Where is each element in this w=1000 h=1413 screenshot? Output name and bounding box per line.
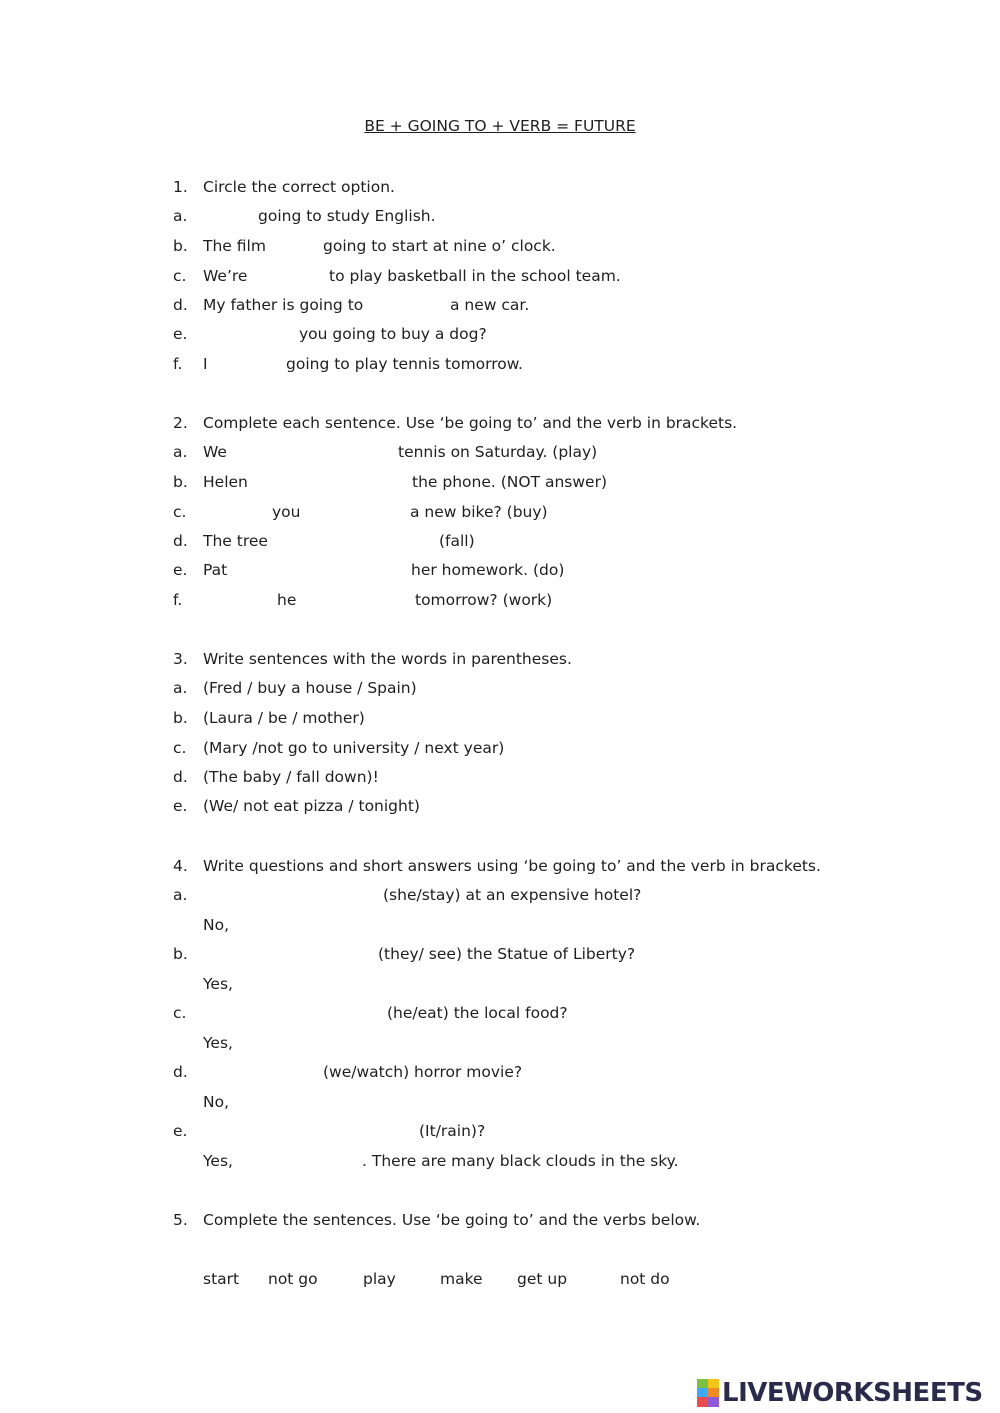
item-label: a. bbox=[173, 679, 188, 697]
section-instruction: Write sentences with the words in parentheses. bbox=[203, 650, 572, 668]
answer-text: . There are many black clouds in the sky. bbox=[362, 1152, 679, 1170]
item-label: d. bbox=[173, 296, 188, 314]
item-text: to play basketball in the school team. bbox=[329, 267, 621, 285]
item-text: her homework. (do) bbox=[411, 561, 565, 579]
item-text: (she/stay) at an expensive hotel? bbox=[383, 886, 642, 904]
item-label: c. bbox=[173, 1004, 187, 1022]
section-instruction: Circle the correct option. bbox=[203, 178, 395, 196]
section-number: 1. bbox=[173, 178, 188, 196]
item-text: We bbox=[203, 443, 227, 461]
item-label: a. bbox=[173, 207, 188, 225]
item-text: (Mary /not go to university / next year) bbox=[203, 739, 505, 757]
item-label: f. bbox=[173, 355, 183, 373]
item-text: (Laura / be / mother) bbox=[203, 709, 365, 727]
item-label: e. bbox=[173, 797, 188, 815]
item-label: b. bbox=[173, 945, 188, 963]
answer-text: Yes, bbox=[203, 1152, 233, 1170]
item-text: (It/rain)? bbox=[419, 1122, 486, 1140]
item-text: going to start at nine o’ clock. bbox=[323, 237, 556, 255]
liveworksheets-logo-icon bbox=[697, 1379, 719, 1407]
item-label: d. bbox=[173, 532, 188, 550]
section-instruction: Complete each sentence. Use ‘be going to’ and the verb in brackets. bbox=[203, 414, 738, 432]
section-number: 5. bbox=[173, 1211, 188, 1229]
answer-text: No, bbox=[203, 1093, 230, 1111]
item-text: a new car. bbox=[450, 296, 530, 314]
item-label: d. bbox=[173, 1063, 188, 1081]
item-text: (fall) bbox=[439, 532, 475, 550]
verb-word: start bbox=[203, 1270, 240, 1288]
section-number: 2. bbox=[173, 414, 188, 432]
section-instruction: Write questions and short answers using ‘be going to’ and the verb in brackets. bbox=[203, 857, 821, 875]
item-text: a new bike? (buy) bbox=[410, 503, 548, 521]
item-label: b. bbox=[173, 473, 188, 491]
item-text: (we/watch) horror movie? bbox=[323, 1063, 523, 1081]
item-label: a. bbox=[173, 443, 188, 461]
item-text: you going to buy a dog? bbox=[299, 325, 487, 343]
item-label: d. bbox=[173, 768, 188, 786]
item-text: The tree bbox=[203, 532, 268, 550]
item-label: c. bbox=[173, 739, 187, 757]
item-label: b. bbox=[173, 709, 188, 727]
verb-word: not go bbox=[268, 1270, 318, 1288]
item-text: (We/ not eat pizza / tonight) bbox=[203, 797, 420, 815]
item-text: going to play tennis tomorrow. bbox=[286, 355, 523, 373]
item-text: My father is going to bbox=[203, 296, 364, 314]
verb-word: make bbox=[440, 1270, 483, 1288]
answer-text: No, bbox=[203, 916, 230, 934]
item-label: e. bbox=[173, 1122, 188, 1140]
item-text: The film bbox=[203, 237, 266, 255]
item-text: tomorrow? (work) bbox=[415, 591, 553, 609]
item-label: f. bbox=[173, 591, 183, 609]
item-label: c. bbox=[173, 267, 187, 285]
liveworksheets-logo bbox=[697, 1376, 983, 1410]
item-text: (The baby / fall down)! bbox=[203, 768, 379, 786]
item-text: Pat bbox=[203, 561, 228, 579]
item-text: Helen bbox=[203, 473, 248, 491]
answer-text: Yes, bbox=[203, 975, 233, 993]
answer-text: Yes, bbox=[203, 1034, 233, 1052]
item-label: a. bbox=[173, 886, 188, 904]
section-instruction: Complete the sentences. Use ‘be going to’ and the verbs below. bbox=[203, 1211, 701, 1229]
verb-word: get up bbox=[517, 1270, 568, 1288]
item-text: the phone. (NOT answer) bbox=[412, 473, 607, 491]
item-label: b. bbox=[173, 237, 188, 255]
item-text: you bbox=[272, 503, 301, 521]
item-text: he bbox=[277, 591, 297, 609]
section-number: 3. bbox=[173, 650, 188, 668]
logo-text: LIVEWORKSHEETS bbox=[722, 1378, 983, 1408]
item-label: e. bbox=[173, 561, 188, 579]
item-label: e. bbox=[173, 325, 188, 343]
section-number: 4. bbox=[173, 857, 188, 875]
verb-word: play bbox=[363, 1270, 396, 1288]
item-text: We’re bbox=[203, 267, 248, 285]
item-text: going to study English. bbox=[258, 207, 436, 225]
item-label: c. bbox=[173, 503, 187, 521]
item-text: tennis on Saturday. (play) bbox=[398, 443, 598, 461]
item-text: (Fred / buy a house / Spain) bbox=[203, 679, 417, 697]
item-text: (he/eat) the local food? bbox=[387, 1004, 568, 1022]
verb-word: not do bbox=[620, 1270, 670, 1288]
item-text: I bbox=[203, 355, 208, 373]
worksheet-title: BE + GOING TO + VERB = FUTURE bbox=[364, 117, 636, 135]
item-text: (they/ see) the Statue of Liberty? bbox=[378, 945, 636, 963]
